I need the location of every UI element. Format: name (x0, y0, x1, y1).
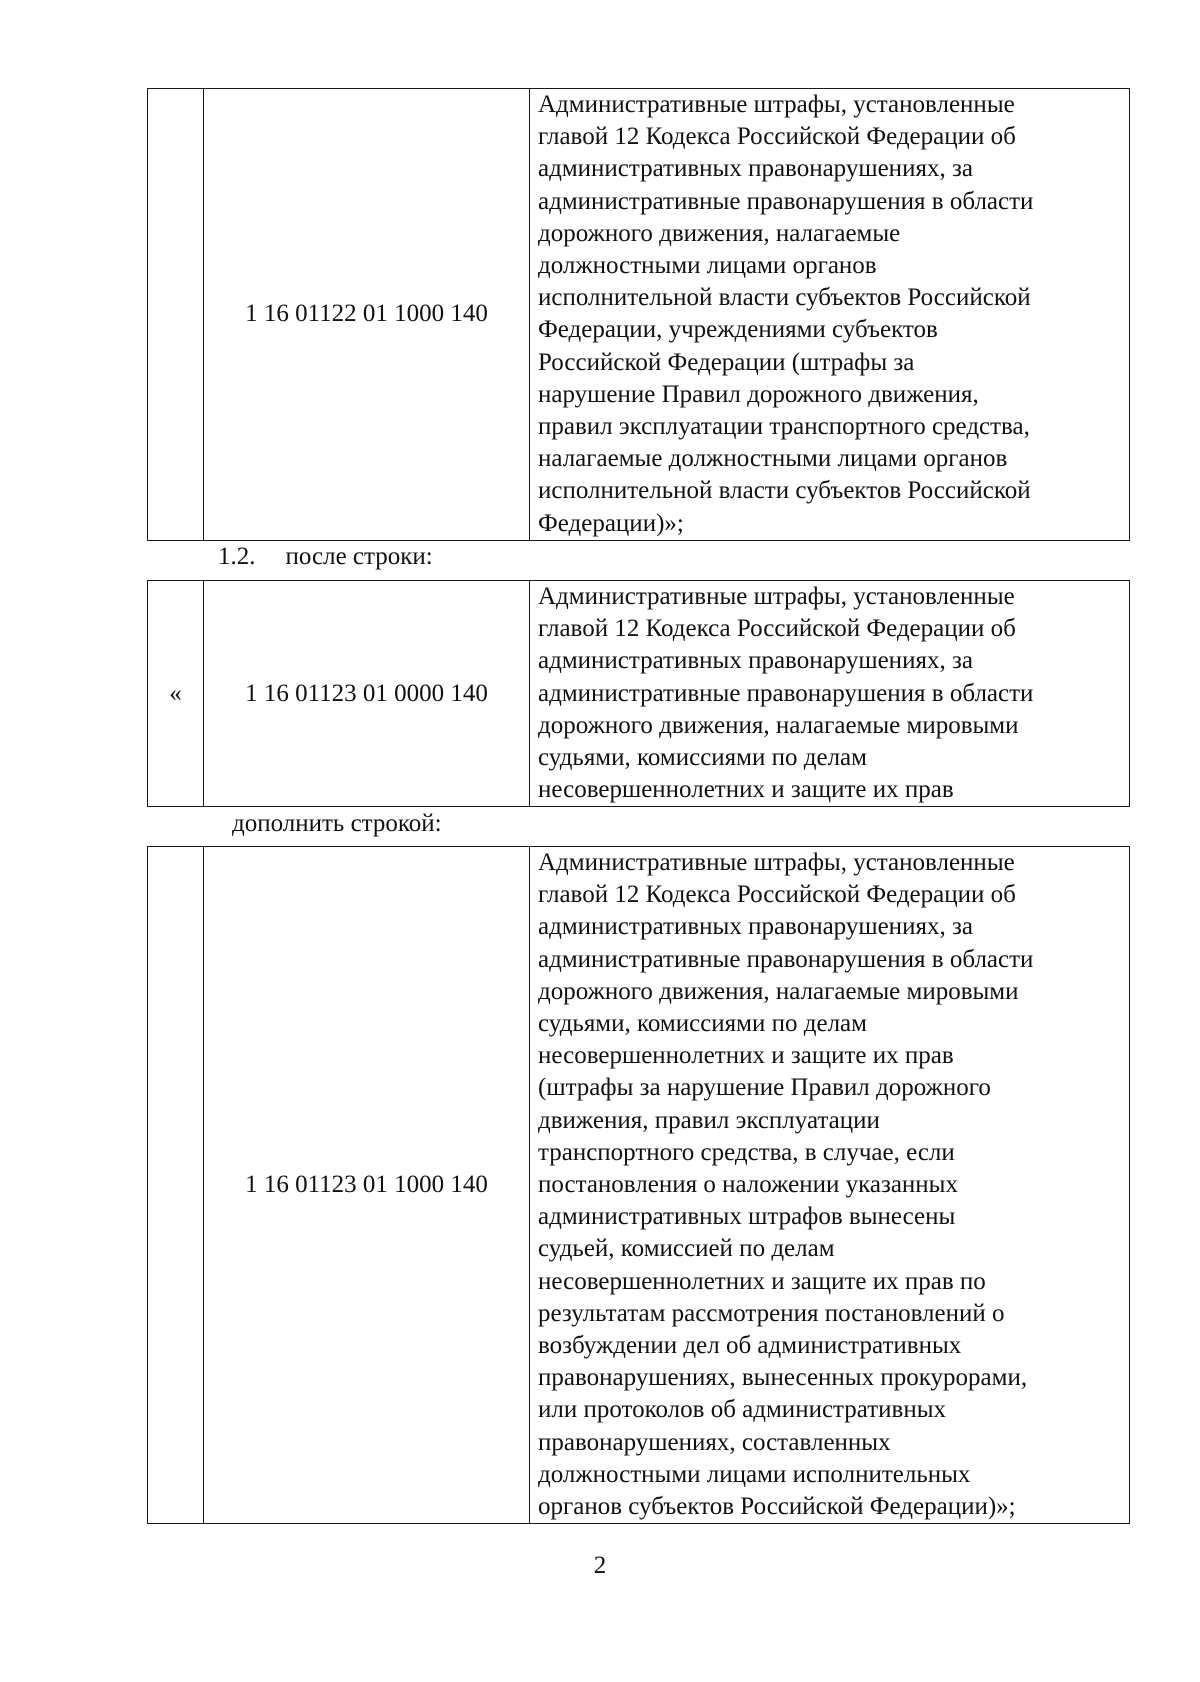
description-line: административные правонарушения в области (538, 679, 1034, 707)
description-line: Российской Федерации (штрафы за (538, 348, 915, 376)
description-line: административных штрафов вынесены (538, 1203, 956, 1231)
description-line: Федерации, учреждениями субъектов (538, 316, 938, 344)
description-line: административных правонарушениях, за (538, 155, 973, 183)
description-line: результатам рассмотрения постановлений о (538, 1299, 1005, 1327)
description-line: исполнительной власти субъектов Российской (538, 477, 1031, 505)
description-line: дорожного движения, налагаемые мировыми (538, 977, 1019, 1005)
table-body (148, 847, 1130, 1524)
description-line: административные правонарушения в области (538, 945, 1034, 973)
description-line: административных правонарушениях, за (538, 913, 973, 941)
row-marker-cell (148, 847, 204, 1524)
row-marker-cell (148, 89, 204, 541)
budget-codes-table-2 (147, 580, 1130, 807)
table-row (148, 581, 1130, 807)
table-row (148, 847, 1130, 1524)
budget-code: 1 16 01122 01 1000 140 (245, 300, 488, 328)
page-number: 2 (593, 1552, 607, 1579)
description-cell (530, 581, 1130, 807)
description-line: транспортного средства, в случае, если (538, 1138, 955, 1166)
description-line: правонарушениях, составленных (538, 1428, 891, 1456)
description-line: должностными лицами органов (538, 252, 877, 280)
description-line: несовершеннолетних и защите их прав по (538, 1267, 986, 1295)
description-line: правонарушениях, вынесенных прокурорами, (538, 1364, 1028, 1392)
description-line: главой 12 Кодекса Российской Федерации об (538, 615, 1016, 643)
after-row-label: после строки: (285, 543, 433, 570)
description-line: возбуждении дел об административных (538, 1332, 962, 1360)
description-line: административные правонарушения в области (538, 187, 1034, 215)
budget-code: 1 16 01123 01 1000 140 (245, 1171, 488, 1199)
description-line: главой 12 Кодекса Российской Федерации об (538, 881, 1016, 909)
description-cell (530, 89, 1130, 541)
description-line: движения, правил эксплуатации (538, 1106, 880, 1134)
description-line: исполнительной власти субъектов Российской (538, 284, 1031, 312)
quote-mark: « (169, 679, 182, 707)
description-cell (530, 847, 1130, 1524)
section-heading (218, 542, 433, 572)
budget-code-cell (204, 581, 530, 807)
description-line: административных правонарушениях, за (538, 647, 973, 675)
description-line: Федерации)»; (538, 509, 684, 537)
description-line: Административные штрафы, установленные (538, 849, 1015, 876)
description-line: органов субъектов Российской Федерации)»; (538, 1493, 1016, 1521)
description-line: или протоколов об административных (538, 1396, 947, 1424)
description-line: главой 12 Кодекса Российской Федерации об (538, 123, 1016, 151)
description-line: дорожного движения, налагаемые (538, 219, 901, 247)
budget-codes-table-3 (147, 846, 1130, 1524)
budget-code: 1 16 01123 01 0000 140 (245, 679, 488, 707)
budget-code-cell (204, 847, 530, 1524)
description-line: (штрафы за нарушение Правил дорожного (538, 1074, 991, 1102)
budget-code-cell (204, 89, 530, 541)
description-line: Административные штрафы, установленные (538, 583, 1015, 610)
description-line: постановления о наложении указанных (538, 1171, 958, 1199)
description-line: судьями, комиссиями по делам (538, 1010, 867, 1038)
description-line: судьей, комиссией по делам (538, 1235, 835, 1263)
description-line: судьями, комиссиями по делам (538, 744, 867, 772)
description-line: дорожного движения, налагаемые мировыми (538, 711, 1019, 739)
section-number: 1.2. (218, 543, 256, 570)
description-line: несовершеннолетних и защите их прав (538, 776, 954, 804)
description-line: должностными лицами исполнительных (538, 1460, 971, 1488)
description-line: Административные штрафы, установленные (538, 91, 1015, 118)
table-body (148, 89, 1130, 541)
description-line: налагаемые должностными лицами органов (538, 445, 1008, 473)
description-line: правил эксплуатации транспортного средства, (538, 413, 1030, 441)
description-line: нарушение Правил дорожного движения, (538, 380, 979, 408)
table-body (148, 581, 1130, 807)
row-marker-cell (148, 581, 204, 807)
table-row (148, 89, 1130, 541)
append-label: дополнить строкой: (232, 810, 442, 837)
budget-codes-table-1 (147, 88, 1130, 541)
description-line: несовершеннолетних и защите их прав (538, 1042, 954, 1070)
